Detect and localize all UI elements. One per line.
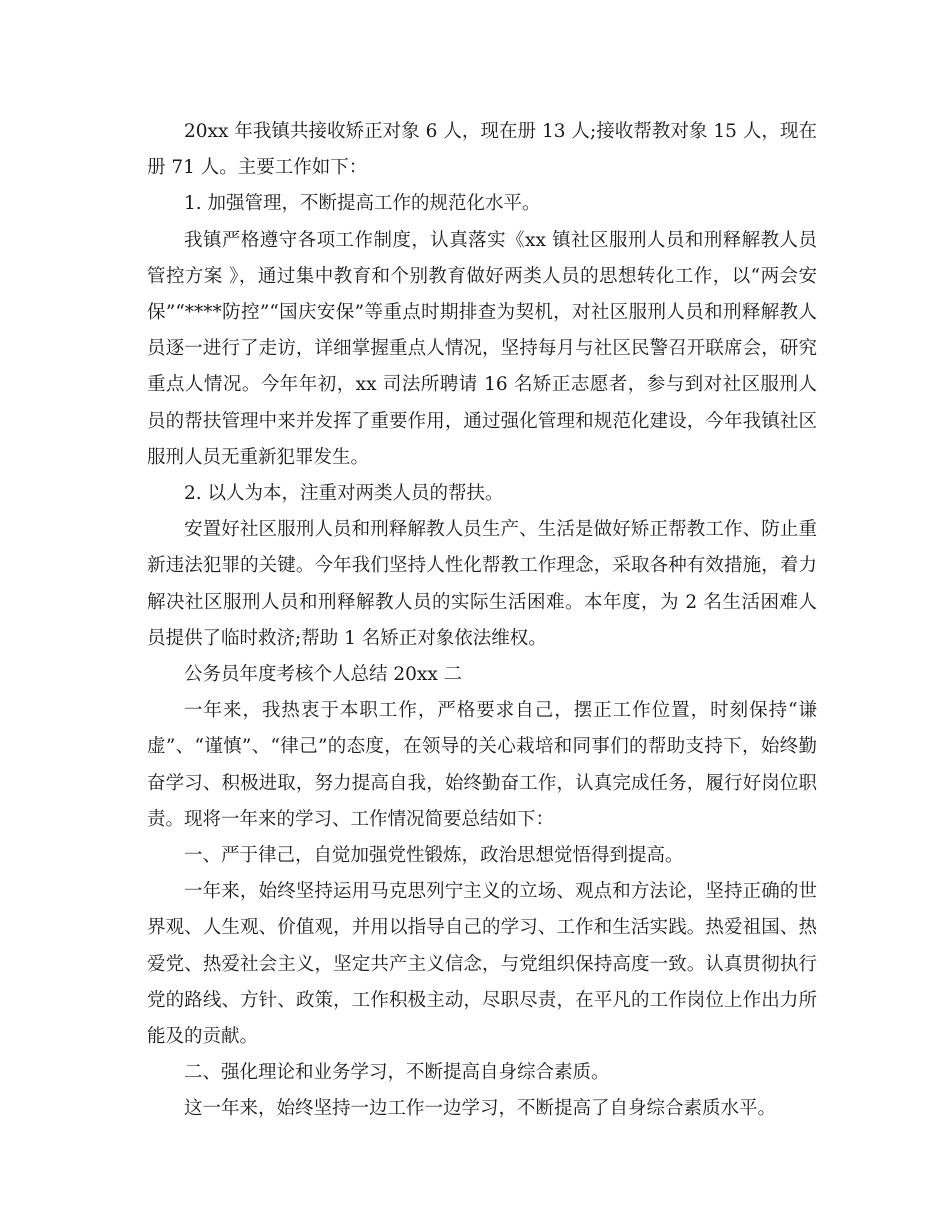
paragraph-intro-statistics: 20xx 年我镇共接收矫正对象 6 人，现在册 13 人;接收帮教对象 15 人，现在册 71 人。主要工作如下： bbox=[147, 121, 817, 179]
paragraph-year-overview: 一年来，我热衷于本职工作，严格要求自己，摆正工作位置，时刻保持“谦虚”、“谨慎”、“律己”的态度，在领导的关心栽培和同事们的帮助支持下，始终勤奋学习、积极进取，努力提高自我，始终勤奋工作，认真完成任务，履行好岗位职责。现将一年来的学习、工作情况简要总结如下： bbox=[147, 700, 817, 830]
paragraph-study-details: 这一年来，始终坚持一边工作一边学习，不断提高了自身综合素质水平。 bbox=[184, 1098, 777, 1120]
document-body bbox=[147, 114, 817, 1128]
heading-theory-study: 二、强化理论和业务学习，不断提高自身综合素质。 bbox=[184, 1062, 610, 1084]
heading-self-discipline: 一、严于律己，自觉加强党性锻炼，政治思想觉悟得到提高。 bbox=[184, 845, 684, 867]
heading-people-oriented: 2. 以人为本，注重对两类人员的帮扶。 bbox=[184, 483, 504, 505]
section-title-annual-review: 公务员年度考核个人总结 20xx 二 bbox=[184, 664, 463, 686]
paragraph-assistance-details: 安置好社区服刑人员和刑释解教人员生产、生活是做好矫正帮教工作、防止重新违法犯罪的关键。今年我们坚持人性化帮教工作理念，采取各种有效措施，着力解决社区服刑人员和刑释解教人员的实际生活困难。本年度，为 2 名生活困难人员提供了临时救济;帮助 1 名矫正对象依法维权。 bbox=[147, 519, 817, 649]
paragraph-management-details: 我镇严格遵守各项工作制度，认真落实《xx 镇社区服刑人员和刑释解教人员管控方案 》，通过集中教育和个别教育做好两类人员的思想转化工作，以“两会安保”“****防控”“国庆安保”等重点时期排查为契机，对社区服刑人员和刑释解教人员逐一进行了走访，详细掌握重点人情况，坚持每月与社区民警召开联席会，研究重点人情况。今年年初，xx 司法所聘请 16 名矫正志愿者，参与到对社区服刑人员的帮扶管理中来并发挥了重要作用，通过强化管理和规范化建设，今年我镇社区服刑人员无重新犯罪发生。 bbox=[147, 229, 817, 468]
heading-strengthen-management: 1. 加强管理，不断提高工作的规范化水平。 bbox=[184, 193, 541, 215]
paragraph-political-thought: 一年来，始终坚持运用马克思列宁主义的立场、观点和方法论，坚持正确的世界观、人生观、价值观，并用以指导自己的学习、工作和生活实践。热爱祖国、热爱党、热爱社会主义，坚定共产主义信念，与党组织保持高度一致。认真贯彻执行党的路线、方针、政策，工作积极主动，尽职尽责，在平凡的工作岗位上作出力所能及的贡献。 bbox=[147, 881, 817, 1048]
